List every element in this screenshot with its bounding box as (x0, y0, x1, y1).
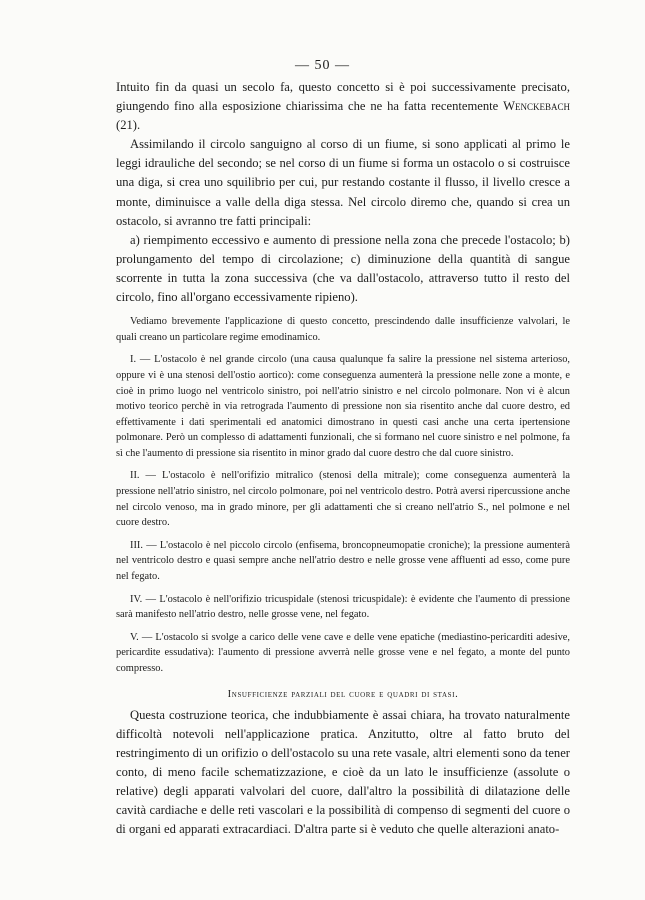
paragraph-case-5: V. — L'ostacolo si svolge a carico delle vene cave e delle vene epatiche (mediastino-pericarditi adesive, pericardite essudativa): l'aumento di pressione avverrà nelle grosse vene e nel fegato, a monte del punto compresso. (116, 631, 570, 674)
paragraph-three-facts: a) riempimento eccessivo e aumento di pressione nella zona che precede l'ostacolo; b) prolungamento del tempo di circolazione; c) diminuzione della quantità di sangue scorrente in tutta la zona successiva (che va dall'ostacolo, attraverso tutto il resto del circolo, fino all'organo eccessivamente ripieno). (116, 232, 570, 305)
paragraph-case-4: IV. — L'ostacolo è nell'orifizio tricuspidale (stenosi tricuspidale): è evidente che l'aumento di pressione sarà manifesto nell'atrio destro, nelle grosse vene, nel fegato. (116, 593, 570, 621)
paragraph-small-intro: Vediamo brevemente l'applicazione di questo concetto, prescindendo dalle insufficienze valvolari, le quali creano un particolare regime emodinamico. (116, 316, 570, 343)
page-number: — 50 — (295, 58, 350, 73)
paragraph-case-1: I. — L'ostacolo è nel grande circolo (una causa qualunque fa salire la pressione nel sistema arterioso, oppure vi è una stenosi dell'ostio aortico): come conseguenza aumenterà la pressione nelle zone a monte, e cioè in primo luogo nel ventricolo sinistro, poi nell'atrio sinistro e nel circolo polmonare. Non vi è alcun motivo teorico perchè in via retrograda l'aumento di pressione non sia risentito anche dal cuore destro, ed effettivamente i dati sperimentali ed anatomici dimostrano in questi casi anche una certa ipertensione polmonare. Però un complesso di adattamenti funzionali, che si formano nel cuore sinistro e nel polmone, fa sì che l'aumento di pressione sia risentito in minor grado dal cuore destro che dal cuore sinistro. (116, 354, 570, 459)
author-name: Wenckebach (503, 99, 570, 114)
body-text (116, 78, 570, 839)
paragraph-river-analogy: Assimilando il circolo sanguigno al corso di un fiume, si sono applicati al primo le leggi idrauliche del secondo; se nel corso di un fiume si forma un ostacolo o si costruisce una diga, si crea uno squilibrio per cui, pur restando costante il flusso, il livello cresce a monte, diminuisce a valle della diga stessa. Nel circolo diremo che, quando si crea un ostacolo, si avranno tre fatti principali: (116, 137, 570, 228)
paragraph-theory: Questa costruzione teorica, che indubbiamente è assai chiara, ha trovato naturalmente difficoltà notevoli nell'applicazione pratica. Anzitutto, oltre al fatto bruto del restringimento di un orifizio o dell'ostacolo su una rete vasale, altri elementi sono da tener conto, di meno facile schematizzazione, e cioè da un lato le insufficienze (assolute o relative) degli apparati valvolari del cuore, dall'altro la possibilità di dilatazione delle cavità cardiache e delle reti vascolari e la possibilità di compenso di segmenti del cuore o di organi ed apparati extracardiaci. D'altra parte si è veduto che quelle alterazioni anato- (116, 707, 570, 837)
citation-ref: (21). (116, 118, 141, 133)
section-heading: Insufficienze parziali del cuore e quadri di stasi. (227, 688, 459, 700)
paragraph-case-2: II. — L'ostacolo è nell'orifizio mitralico (stenosi della mitrale); come conseguenza aumenterà la pressione nell'atrio sinistro, nel circolo polmonare, poi nel ventricolo destro. Potrà aversi ripercussione anche nel circolo venoso, ma in grado minore, per gli adattamenti che si creano nell'atrio S., nel polmone e nel cuore destro. (116, 470, 570, 529)
intro-text: Intuito fin da quasi un secolo fa, questo concetto si è poi successivamente precisato, giungendo fino alla esposizione chiarissima che ne ha fatta recentemente (116, 80, 570, 114)
paragraph-intro (116, 78, 570, 135)
paragraph-case-3: III. — L'ostacolo è nel piccolo circolo (enfisema, broncopneumopatie croniche); la pressione aumenterà nel ventricolo destro e quasi sempre anche nell'atrio destro e nelle grosse vene affluenti ad esso, come pure nel fegato. (116, 539, 570, 583)
